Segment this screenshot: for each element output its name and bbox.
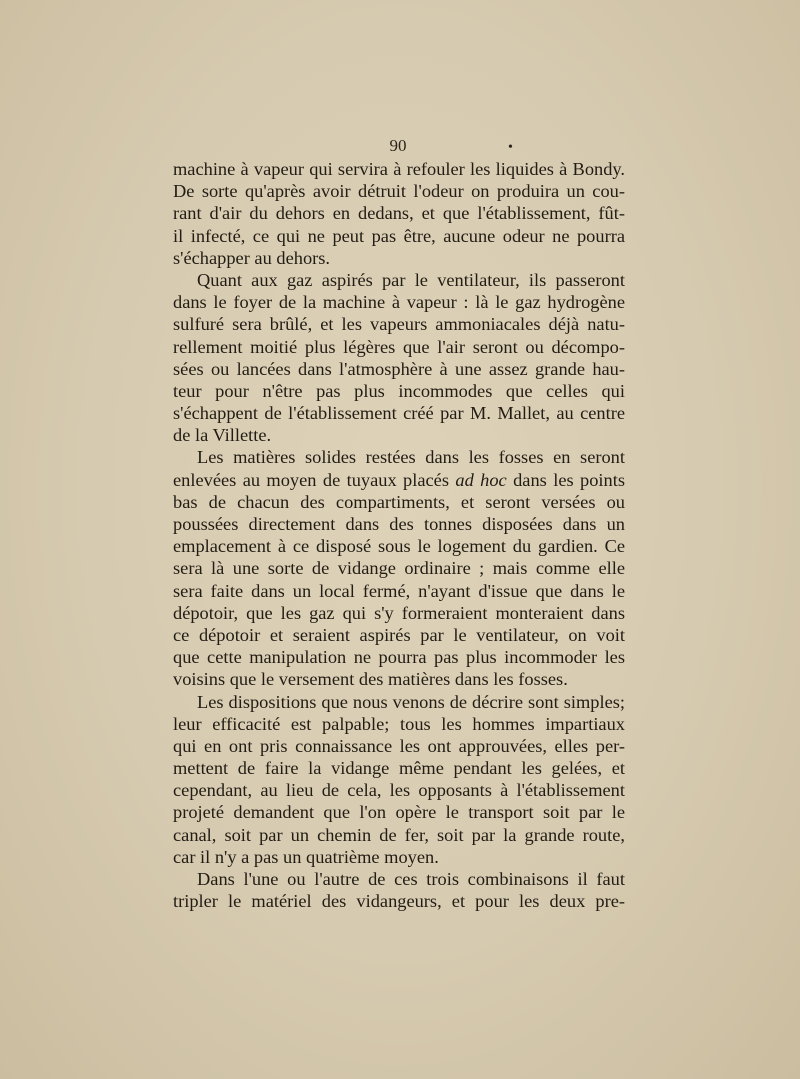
text-line: s'échapper au dehors. bbox=[173, 247, 331, 268]
text-line bbox=[173, 469, 625, 491]
text-line: car il n'y a pas un quatrième moyen. bbox=[173, 846, 439, 867]
text-line: leur efficacité est palpable; tous les hommes impartiaux bbox=[173, 713, 625, 734]
text-line: mettent de faire la vidange même pendant les gelées, et bbox=[173, 758, 625, 779]
text-line: cependant, au lieu de cela, les opposants à l'établissement bbox=[173, 780, 625, 801]
text-line: canal, soit par un chemin de fer, soit par la grande route, bbox=[173, 824, 625, 845]
text-line: s'échappent de l'établissement créé par M. Mallet, au centre bbox=[173, 403, 625, 424]
paragraph-start-line: Quant aux gaz aspirés par le ventilateur, ils passeront bbox=[197, 269, 625, 290]
text-fragment: enlevées au moyen de tuyaux placés bbox=[173, 469, 449, 490]
text-line: tripler le matériel des vidangeurs, et pour les deux pre- bbox=[173, 891, 625, 912]
paragraph-start-line: Dans l'une ou l'autre de ces trois combinaisons il faut bbox=[197, 869, 625, 889]
text-line: bas de chacun des compartiments, et seront versées ou bbox=[173, 491, 625, 512]
italic-latin-phrase: ad hoc bbox=[455, 469, 507, 490]
text-line: sera là une sorte de vidange ordinaire ; mais comme elle bbox=[173, 558, 625, 579]
text-line: sera faite dans un local fermé, n'ayant d'issue que dans le bbox=[173, 580, 625, 601]
text-line: dans le foyer de la machine à vapeur : là le gaz hydrogène bbox=[173, 292, 625, 313]
text-line: emplacement à ce disposé sous le logement du gardien. Ce bbox=[173, 536, 625, 557]
page-number: 90 bbox=[389, 136, 407, 155]
text-line: poussées directement dans des tonnes disposées dans un bbox=[173, 514, 625, 534]
text-line: projeté demandent que l'on opère le transport soit par le bbox=[173, 802, 625, 823]
text-line: sulfuré sera brûlé, et les vapeurs ammoniacales déjà natu- bbox=[173, 314, 625, 335]
paragraph-start-line: Les dispositions que nous venons de décrire sont simples; bbox=[197, 691, 625, 712]
text-line: qui en ont pris connaissance les ont approuvées, elles per- bbox=[173, 735, 625, 756]
text-line: rellement moitié plus légères que l'air seront ou décompo- bbox=[173, 336, 625, 357]
text-line: sées ou lancées dans l'atmosphère à une assez grande hau- bbox=[173, 358, 625, 379]
text-line: dépotoir, que les gaz qui s'y formeraient monteraient dans bbox=[173, 602, 625, 623]
text-line: De sorte qu'après avoir détruit l'odeur on produira un cou- bbox=[173, 181, 625, 202]
text-line: teur pour n'être pas plus incommodes que celles qui bbox=[173, 380, 625, 401]
paragraph-start-line: Les matières solides restées dans les fosses en seront bbox=[197, 447, 625, 468]
body-text bbox=[173, 158, 625, 912]
text-line: il infecté, ce qui ne peut pas être, aucune odeur ne pourra bbox=[173, 225, 625, 246]
text-line: que cette manipulation ne pourra pas plus incommoder les bbox=[173, 647, 625, 668]
text-line: ce dépotoir et seraient aspirés par le ventilateur, on voit bbox=[173, 624, 625, 645]
text-line: voisins que le versement des matières dans les fosses. bbox=[173, 669, 568, 690]
text-line: de la Villette. bbox=[173, 425, 272, 446]
printer-mark: • bbox=[508, 140, 513, 155]
text-line: machine à vapeur qui servira à refouler les liquides à Bondy. bbox=[173, 159, 625, 179]
text-line: rant d'air du dehors en dedans, et que l'établissement, fût- bbox=[173, 203, 625, 224]
text-fragment: dans les points bbox=[513, 469, 625, 490]
